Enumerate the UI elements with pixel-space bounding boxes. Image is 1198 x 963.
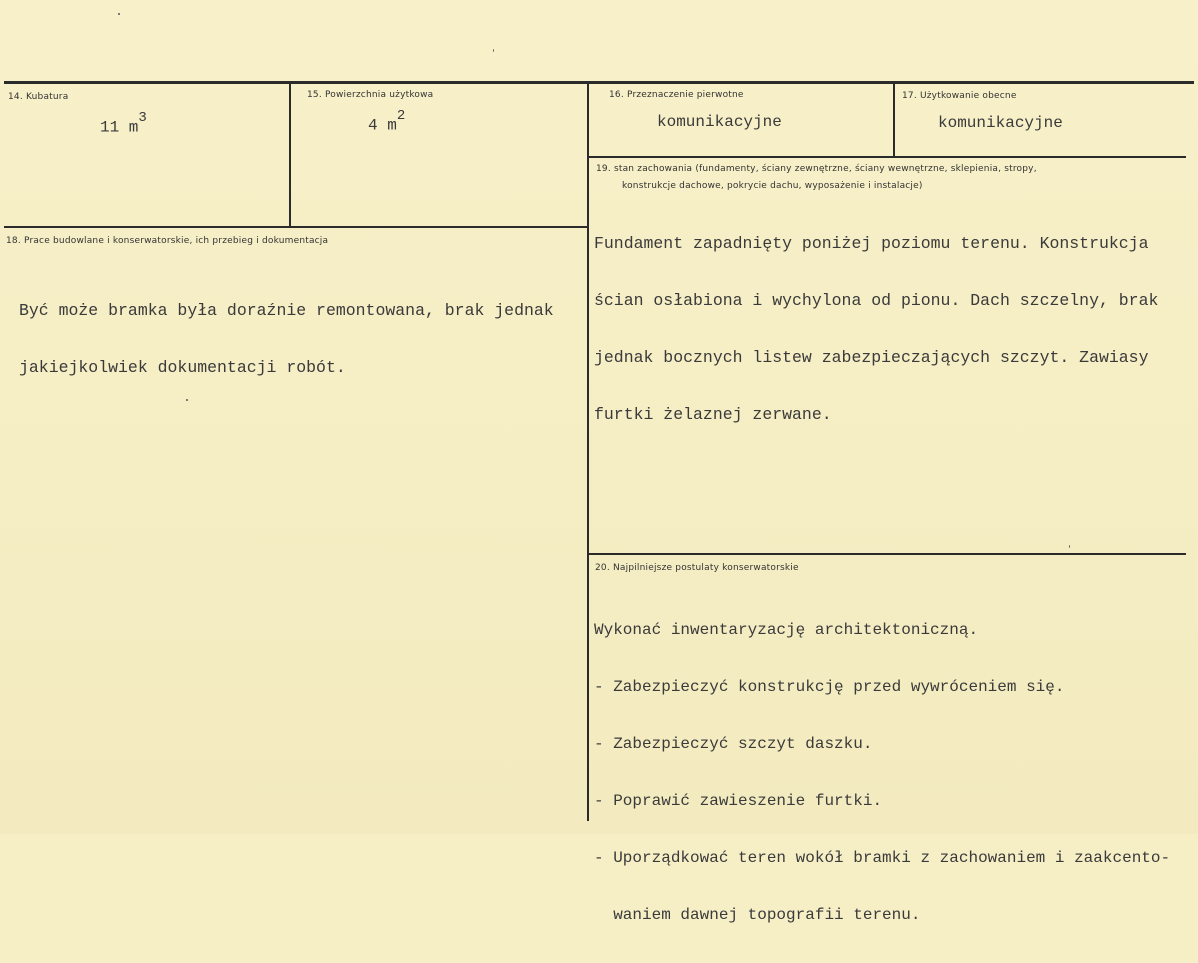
prace-line: jakiejkolwiek dokumentacji robót. [19, 358, 346, 377]
top-rule [4, 81, 1194, 84]
divider-16-17 [893, 83, 895, 156]
paper-speck [118, 13, 120, 15]
label-stan-line1: 19. stan zachowania (fundamenty, ściany zewnętrzne, ściany wewnętrzne, sklepienia, stropy, [596, 164, 1037, 174]
paper-speck [493, 49, 494, 52]
paper-speck [1069, 545, 1070, 548]
label-prace: 18. Prace budowlane i konserwatorskie, ich przebieg i dokumentacja [6, 236, 329, 246]
value-powierzchnia [368, 108, 406, 135]
postulaty-line: - Zabezpieczyć konstrukcję przed wywróceniem się. [594, 678, 1065, 696]
paper-speck [186, 399, 188, 401]
text-prace [19, 263, 554, 415]
rule-under-16-17 [588, 156, 1186, 158]
postulaty-line: - Poprawić zawieszenie furtki. [594, 792, 883, 810]
stan-line: jednak bocznych listew zabezpieczających szczyt. Zawiasy [594, 348, 1149, 367]
prace-line: Być może bramka była doraźnie remontowana, brak jednak [19, 301, 554, 320]
postulaty-line: - Zabezpieczyć szczyt daszku. [594, 735, 873, 753]
divider-main [587, 83, 589, 821]
label-uzytkowanie: 17. Użytkowanie obecne [902, 91, 1017, 101]
value-powierzchnia-text: 4 m [368, 116, 397, 135]
text-stan [594, 196, 1158, 462]
rule-above-20 [588, 553, 1186, 555]
label-stan-line2: konstrukcje dachowe, pokrycie dachu, wyposażenie i instalacje) [622, 181, 923, 191]
value-przeznaczenie: komunikacyjne [657, 113, 782, 131]
postulaty-line: waniem dawnej topografii terenu. [594, 906, 921, 924]
value-uzytkowanie: komunikacyjne [938, 114, 1063, 132]
postulaty-line: - Uporządkować teren wokół bramki z zachowaniem i zaakcento- [594, 849, 1171, 867]
stan-line: Fundament zapadnięty poniżej poziomu terenu. Konstrukcja [594, 234, 1149, 253]
label-przeznaczenie: 16. Przeznaczenie pierwotne [609, 90, 744, 100]
postulaty-line: Wykonać inwentaryzację architektoniczną. [594, 621, 979, 639]
value-kubatura-exponent: 3 [138, 110, 147, 126]
label-postulaty: 20. Najpilniejsze postulaty konserwatorskie [595, 563, 799, 573]
value-kubatura-text: 11 m [100, 118, 139, 137]
stan-line: furtki żelaznej zerwane. [594, 405, 832, 424]
label-powierzchnia: 15. Powierzchnia użytkowa [307, 90, 434, 100]
stan-line: ścian osłabiona i wychylona od pionu. Dach szczelny, brak [594, 291, 1159, 310]
label-kubatura: 14. Kubatura [8, 92, 69, 102]
rule-under-14-15 [4, 226, 588, 228]
value-kubatura [100, 110, 147, 137]
text-postulaty [594, 583, 1170, 963]
divider-14-15 [289, 83, 291, 226]
value-powierzchnia-exponent: 2 [396, 108, 406, 124]
